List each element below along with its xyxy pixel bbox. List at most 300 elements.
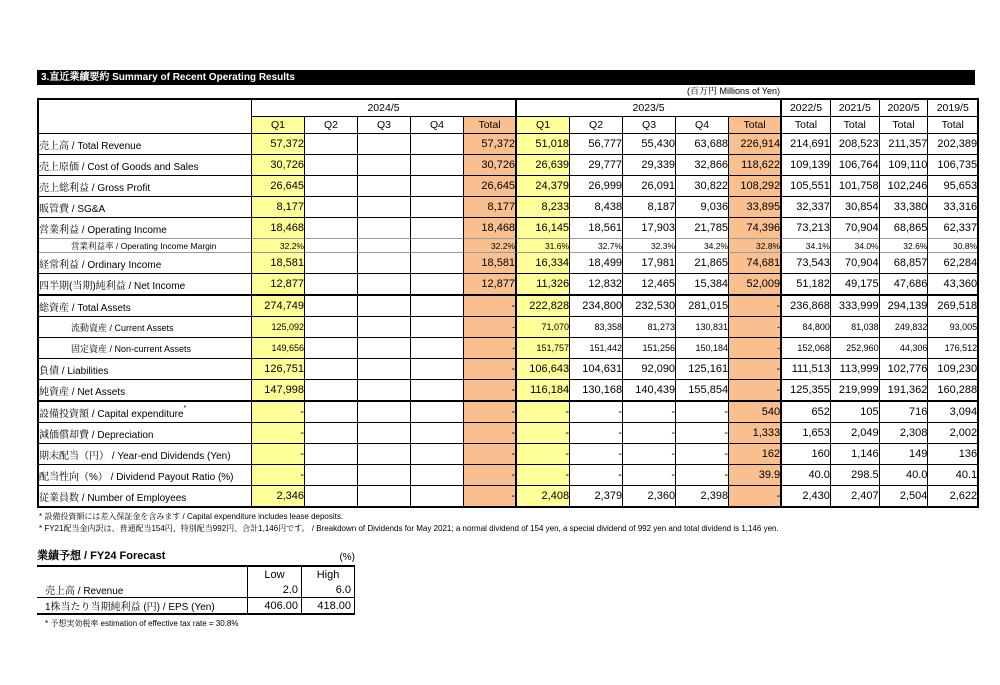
data-cell: 152,068 [782,338,831,359]
row-label-text: 売上原価 / Cost of Goods and Sales [39,161,199,173]
row-label [39,423,252,444]
data-cell: 191,362 [880,380,929,402]
data-cell [358,486,411,506]
data-cell: - [729,486,782,506]
data-cell [411,274,464,296]
quarter-header: Q1 [517,117,570,134]
data-cell: 70,904 [831,253,880,274]
row-label-text: 設備投資額 / Capital expenditure [39,408,184,420]
data-cell: 33,380 [880,197,929,218]
row-label-text: 総資産 / Total Assets [39,302,131,314]
forecast-row-revenue [37,582,355,598]
forecast-footnote: * 予想実効税率 estimation of effective tax rate = 30.8% [45,619,239,628]
data-cell: 30,854 [831,197,880,218]
data-cell: 234,800 [570,296,623,317]
row-label-text: 売上総利益 / Gross Profit [39,182,151,194]
data-cell [358,444,411,465]
data-cell: - [464,338,517,359]
table-row [39,176,977,197]
data-cell: 74,681 [729,253,782,274]
data-cell: 55,430 [623,134,676,155]
data-cell: 2,360 [623,486,676,506]
data-cell: 57,372 [464,134,517,155]
data-cell: 126,751 [252,359,305,380]
data-cell: - [729,359,782,380]
data-cell: 8,177 [464,197,517,218]
data-cell: 30,726 [252,155,305,176]
data-cell: 2,407 [831,486,880,506]
row-label [39,155,252,176]
data-cell: 214,691 [782,134,831,155]
data-cell: 252,960 [831,338,880,359]
quarter-header: Total [782,117,831,134]
data-cell: 176,512 [928,338,977,359]
data-cell: 118,622 [729,155,782,176]
data-cell [305,402,358,423]
data-cell: - [517,423,570,444]
results-table-head [39,100,977,134]
data-cell: 16,145 [517,218,570,239]
data-cell: 9,036 [676,197,729,218]
forecast-header-low: Low [248,567,302,582]
quarter-header: Q1 [252,117,305,134]
data-cell: 73,213 [782,218,831,239]
data-cell: 11,326 [517,274,570,296]
data-cell: 51,182 [782,274,831,296]
data-cell: 34.0% [831,239,880,253]
data-cell: - [570,465,623,486]
table-row [39,380,977,402]
table-row [39,338,977,359]
quarter-header: Q3 [623,117,676,134]
row-label [39,465,252,486]
data-cell: 104,631 [570,359,623,380]
data-cell: 26,091 [623,176,676,197]
forecast-row-label: 売上高 / Revenue [37,582,248,598]
table-row [39,486,977,506]
data-cell: - [517,444,570,465]
data-cell [305,176,358,197]
quarter-header: Total [729,117,782,134]
table-row [39,253,977,274]
data-cell: - [570,423,623,444]
row-label-text: 四半期(当期)純利益 / Net Income [39,280,186,292]
data-cell [411,402,464,423]
data-cell: 136 [928,444,977,465]
data-cell: 68,857 [880,253,929,274]
data-cell: 56,777 [570,134,623,155]
data-cell: 57,372 [252,134,305,155]
data-cell: 32.7% [570,239,623,253]
data-cell: 18,468 [464,218,517,239]
table-row [39,155,977,176]
data-cell: 74,396 [729,218,782,239]
data-cell: 105,551 [782,176,831,197]
data-cell: 63,688 [676,134,729,155]
data-cell: 130,831 [676,317,729,338]
forecast-row-eps [37,598,355,613]
data-cell [411,197,464,218]
year-group-header: 2023/5 [517,100,782,117]
data-cell [411,155,464,176]
data-cell: 33,895 [729,197,782,218]
forecast-section [37,547,355,629]
data-cell: 95,653 [928,176,977,197]
forecast-value-low: 2.0 [248,582,302,598]
data-cell [411,253,464,274]
data-cell: - [464,486,517,506]
footnote-capex: * 設備投資額には差入保証金を含みます / Capital expenditure includes lease deposits. [39,512,344,521]
data-cell [305,218,358,239]
data-cell [411,359,464,380]
data-cell: - [464,296,517,317]
data-cell: 93,005 [928,317,977,338]
data-cell: 21,785 [676,218,729,239]
data-cell: 32,866 [676,155,729,176]
quarter-header: Total [464,117,517,134]
data-cell: 32.8% [729,239,782,253]
data-cell [411,465,464,486]
data-cell: 274,749 [252,296,305,317]
data-cell [358,465,411,486]
year-group-header: 2024/5 [252,100,517,117]
data-cell: 26,645 [464,176,517,197]
data-cell: 2,308 [880,423,929,444]
data-cell [358,197,411,218]
data-cell [305,380,358,402]
forecast-header-high: High [302,567,355,582]
data-cell: 125,355 [782,380,831,402]
data-cell: 652 [782,402,831,423]
data-cell: 109,139 [782,155,831,176]
data-cell: - [676,402,729,423]
data-cell: - [464,380,517,402]
quarter-header: Q2 [570,117,623,134]
data-cell: 12,832 [570,274,623,296]
data-cell: - [623,444,676,465]
data-cell: 2,430 [782,486,831,506]
data-cell: - [570,444,623,465]
data-cell: 2,049 [831,423,880,444]
row-label [39,380,252,402]
unit-note: (百万円 Millions of Yen) [686,86,780,96]
data-cell: 106,764 [831,155,880,176]
data-cell: - [623,402,676,423]
data-cell [411,380,464,402]
data-cell: 49,175 [831,274,880,296]
data-cell: 1,333 [729,423,782,444]
data-cell: - [729,380,782,402]
forecast-value-high: 6.0 [302,582,355,598]
data-cell: - [252,465,305,486]
data-cell: 160 [782,444,831,465]
row-label-text: 期末配当（円） / Year-end Dividends (Yen) [39,450,231,462]
data-cell: - [517,465,570,486]
table-row [39,359,977,380]
row-label [39,444,252,465]
data-cell: - [676,423,729,444]
data-cell: 18,581 [464,253,517,274]
data-cell: 12,877 [252,274,305,296]
data-cell: 155,854 [676,380,729,402]
results-table [37,98,979,508]
data-cell [358,317,411,338]
forecast-unit-label: (%) [339,552,355,563]
data-cell: 106,735 [928,155,977,176]
table-row [39,239,977,253]
table-row [39,134,977,155]
data-cell: 18,581 [252,253,305,274]
data-cell [305,155,358,176]
data-cell: 333,999 [831,296,880,317]
data-cell [411,444,464,465]
data-cell [411,423,464,444]
data-cell: 2,408 [517,486,570,506]
data-cell: 40.1 [928,465,977,486]
data-cell: 116,184 [517,380,570,402]
row-label-footnote-mark: * [183,404,187,412]
data-cell: 211,357 [880,134,929,155]
data-cell: - [252,402,305,423]
year-group-header: 2021/5 [831,100,880,117]
data-cell: 8,187 [623,197,676,218]
data-cell: 26,645 [252,176,305,197]
row-label [39,317,252,338]
year-group-header: 2020/5 [880,100,929,117]
table-row [39,197,977,218]
data-cell: 149 [880,444,929,465]
data-cell: 32.3% [623,239,676,253]
data-cell: 140,439 [623,380,676,402]
data-cell: 219,999 [831,380,880,402]
data-cell [305,134,358,155]
data-cell: 151,757 [517,338,570,359]
data-cell: 130,168 [570,380,623,402]
data-cell [305,465,358,486]
data-cell: 162 [729,444,782,465]
data-cell: 232,530 [623,296,676,317]
data-cell: 43,360 [928,274,977,296]
data-cell: 52,009 [729,274,782,296]
data-cell: 2,379 [570,486,623,506]
data-cell: 101,758 [831,176,880,197]
data-cell: 106,643 [517,359,570,380]
table-row [39,402,977,423]
data-cell: - [570,402,623,423]
data-cell: 26,999 [570,176,623,197]
data-cell: - [729,317,782,338]
data-cell: 39.9 [729,465,782,486]
data-cell: 105 [831,402,880,423]
data-cell [411,176,464,197]
data-cell: 44,306 [880,338,929,359]
data-cell: 29,777 [570,155,623,176]
data-cell [411,218,464,239]
row-label-text: 流動資産 / Current Assets [71,322,174,333]
data-cell: 17,981 [623,253,676,274]
table-row [39,274,977,296]
row-label [39,239,252,253]
data-cell: - [517,402,570,423]
data-cell: 294,139 [880,296,929,317]
data-cell [358,155,411,176]
data-cell: 281,015 [676,296,729,317]
data-cell: 8,438 [570,197,623,218]
data-cell: 32.2% [252,239,305,253]
row-label [39,134,252,155]
data-cell [358,134,411,155]
quarter-header: Total [880,117,929,134]
data-cell: 81,038 [831,317,880,338]
data-cell: 92,090 [623,359,676,380]
data-cell: 149,656 [252,338,305,359]
row-label-text: 配当性向（%） / Dividend Payout Ratio (%) [39,471,234,483]
data-cell [358,274,411,296]
data-cell: 151,256 [623,338,676,359]
row-label-text: 固定資産 / Non-current Assets [71,343,192,354]
data-cell: 108,292 [729,176,782,197]
quarter-header: Total [928,117,977,134]
data-cell: 1,146 [831,444,880,465]
data-cell [305,359,358,380]
data-cell: 102,776 [880,359,929,380]
forecast-value-low: 406.00 [248,598,302,613]
data-cell: 109,230 [928,359,977,380]
data-cell: - [676,465,729,486]
data-cell: 12,465 [623,274,676,296]
row-label-text: 負債 / Liabilities [39,365,109,377]
data-cell: 540 [729,402,782,423]
row-label-text: 営業利益 / Operating Income [39,224,167,236]
data-cell: 716 [880,402,929,423]
data-cell: 109,110 [880,155,929,176]
data-cell: 249,832 [880,317,929,338]
forecast-row-label: 1株当たり当期純利益 (円) / EPS (Yen) [37,598,248,613]
data-cell [358,402,411,423]
row-label-text: 売上高 / Total Revenue [39,140,142,152]
data-cell: 150,184 [676,338,729,359]
data-cell [305,253,358,274]
data-cell [411,338,464,359]
data-cell: 15,384 [676,274,729,296]
corner-cell [39,100,252,134]
data-cell [305,423,358,444]
row-label-text: 従業員数 / Number of Employees [39,492,187,504]
data-cell: 30.8% [928,239,977,253]
data-cell [358,359,411,380]
data-cell: 26,639 [517,155,570,176]
data-cell [358,423,411,444]
row-label [39,218,252,239]
data-cell [358,380,411,402]
data-cell: 125,161 [676,359,729,380]
data-cell: 31.6% [517,239,570,253]
data-cell: 236,868 [782,296,831,317]
data-cell: 208,523 [831,134,880,155]
data-cell [305,486,358,506]
data-cell: 160,288 [928,380,977,402]
forecast-value-high: 418.00 [302,598,355,613]
data-cell: 62,337 [928,218,977,239]
table-footnotes [37,511,975,535]
data-cell: 29,339 [623,155,676,176]
data-cell: 18,468 [252,218,305,239]
data-cell [358,296,411,317]
data-cell: 34.1% [782,239,831,253]
data-cell: - [464,444,517,465]
data-cell [358,239,411,253]
data-cell: 269,518 [928,296,977,317]
data-cell: - [464,423,517,444]
year-group-header: 2019/5 [928,100,977,117]
data-cell: 84,800 [782,317,831,338]
data-cell: 18,561 [570,218,623,239]
data-cell: 70,904 [831,218,880,239]
data-cell: 147,998 [252,380,305,402]
row-label [39,253,252,274]
table-row [39,317,977,338]
data-cell: 2,002 [928,423,977,444]
data-cell: 2,346 [252,486,305,506]
data-cell: 81,273 [623,317,676,338]
data-cell: 21,865 [676,253,729,274]
forecast-title-row [37,547,355,563]
table-row [39,423,977,444]
data-cell: 125,092 [252,317,305,338]
data-cell: 16,334 [517,253,570,274]
data-cell [358,338,411,359]
data-cell [358,253,411,274]
row-label-text: 営業利益率 / Operating Income Margin [71,240,217,251]
data-cell: - [623,423,676,444]
forecast-header-spacer [37,567,248,582]
data-cell: 226,914 [729,134,782,155]
row-label [39,176,252,197]
row-label-text: 純資産 / Net Assets [39,386,126,398]
data-cell: - [464,402,517,423]
data-cell [411,239,464,253]
forecast-table [37,565,355,615]
data-cell: 30,822 [676,176,729,197]
data-cell: - [252,444,305,465]
data-cell: 40.0 [880,465,929,486]
data-cell: 2,504 [880,486,929,506]
data-cell: 222,828 [517,296,570,317]
row-label-text: 販管費 / SG&A [39,203,106,215]
row-label-text: 経常利益 / Ordinary Income [39,259,162,271]
results-table-body [39,134,977,506]
data-cell [358,218,411,239]
report-sheet [37,70,978,629]
data-cell: - [464,317,517,338]
row-label [39,197,252,218]
row-label [39,338,252,359]
data-cell: 102,246 [880,176,929,197]
data-cell: 12,877 [464,274,517,296]
table-row [39,218,977,239]
data-cell: - [464,465,517,486]
year-header-row [39,100,977,117]
data-cell: 3,094 [928,402,977,423]
data-cell [411,317,464,338]
row-label [39,486,252,506]
data-cell: 2,398 [676,486,729,506]
table-row [39,465,977,486]
data-cell: 34.2% [676,239,729,253]
data-cell [305,197,358,218]
row-label [39,296,252,317]
data-cell [305,239,358,253]
